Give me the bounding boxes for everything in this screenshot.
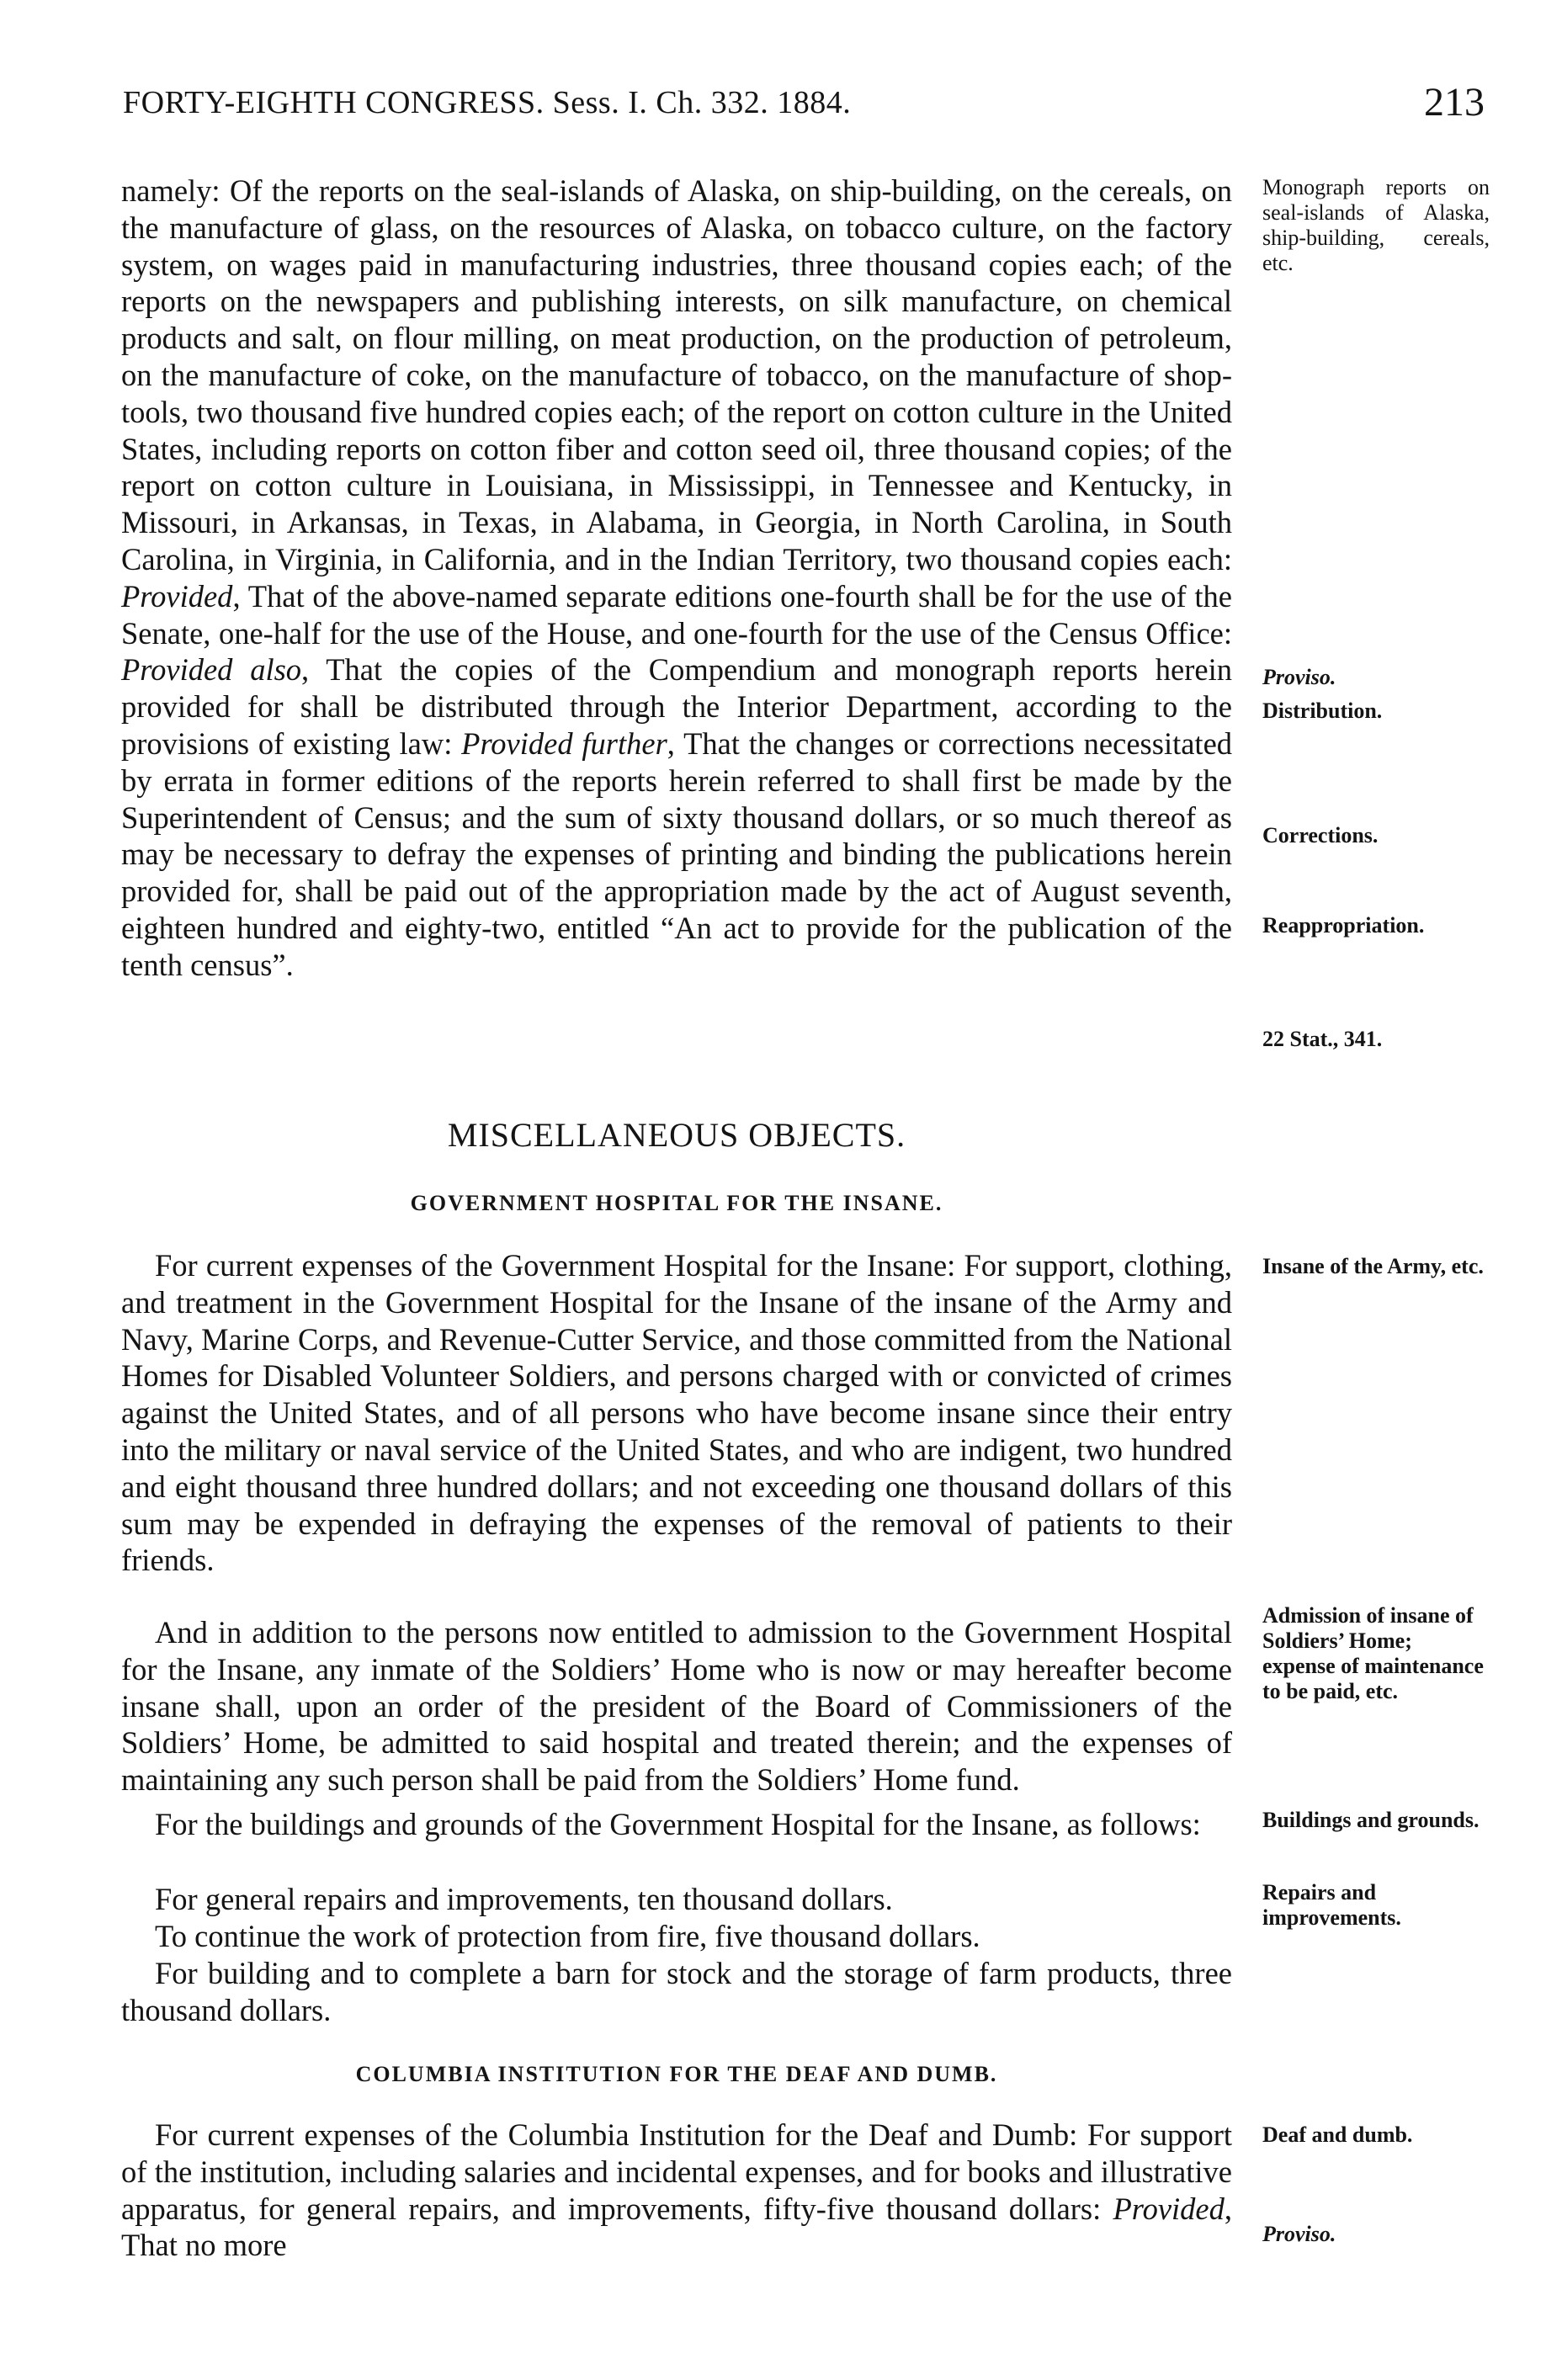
margin-note-corrections: Corrections. (1262, 823, 1379, 847)
margin-note-buildings: Buildings and grounds. (1262, 1808, 1480, 1832)
running-header: FORTY-EIGHTH CONGRESS. Sess. I. Ch. 332. 1884. (123, 85, 852, 120)
proviso-word: Provided (121, 578, 233, 614)
margin-note-monograph: Monograph reports on seal-islands of Alaska, ship-building, cereals, etc. (1262, 175, 1490, 275)
margin-note-proviso: Proviso. (1262, 665, 1336, 689)
margin-note-stat: 22 Stat., 341. (1262, 1027, 1383, 1051)
paragraph-soldiers-home: And in addition to the persons now entitled to admission to the Government Hospital for the Insane, any inmate of the Soldiers’ Home who is now or may hereafter become insane shall, upon an order of the president of the Board of Commissioners of the Soldiers’ Home, be admitted to said hospital and treated therein; and the expenses of maintaining any such person shall be paid from the Soldiers’ Home fund. (121, 1615, 1232, 1798)
margin-note-admission: Admission of insane of Soldiers’ Home; expense of maintenance to be paid, etc. (1262, 1603, 1484, 1703)
distribution-text: , That of the above-named separate editions one-fourth shall be for the use of the Senate, one-half for the use of the House, and one-fourth for the use of the Census Office: (121, 578, 1232, 651)
margin-note-deaf: Deaf and dumb. (1262, 2122, 1413, 2147)
paragraph-buildings: For the buildings and grounds of the Government Hospital for the Insane, as follows: (155, 1807, 1201, 1841)
provided-further: Provided further (461, 725, 667, 761)
paragraph-hospital-expenses: For current expenses of the Government Hospital for the Insane: For support, clothing, and treatment in the Government Hospital for the Insane of the insane of the Army and Navy, Marine Corps, and Revenue-Cutter Service, and those committed from the National Homes for Disabled Volunteer Soldiers, and persons charged with or convicted of crimes against the United States, and of all persons who have become insane since their entry into the military or naval service of the United States, and who are indigent, two hundred and eight thousand three hundred dollars; and not exceeding one thousand dollars of this sum may be expended in defraying the expenses of the removal of patients to their friends. (121, 1248, 1232, 1578)
provided-word: Provided (1113, 2191, 1225, 2226)
page-number: 213 (1424, 80, 1485, 125)
heading-hospital: GOVERNMENT HOSPITAL FOR THE INSANE. (410, 1191, 943, 1215)
paragraph-barn: For building and to complete a barn for stock and the storage of farm products, three thousand dollars. (121, 1956, 1232, 2027)
provided-also: Provided also (121, 652, 302, 688)
interior-text: , That the copies of the Compendium and monograph reports herein provided for shall be distributed through the Interior Department, according to the provisions of existing law: (121, 652, 1232, 761)
margin-note-reappropriation: Reappropriation. (1262, 913, 1425, 938)
heading-miscellaneous: MISCELLANEOUS OBJECTS. (447, 1116, 906, 1154)
margin-note-repairs: Repairs and improvements. (1262, 1880, 1401, 1930)
columbia-proviso-text: , That no more (121, 2191, 1232, 2263)
heading-columbia: COLUMBIA INSTITUTION FOR THE DEAF AND DUMB. (355, 2062, 998, 2086)
census-reports-text: namely: Of the reports on the seal-islands of Alaska, on ship-building, on the cereals, on the manufacture of glass, on the resources of Alaska, on tobacco culture, on the factory system, on wages paid in manufacturing industries, three thousand copies each; of the reports on the newspapers and publishing interests, on silk manufacture, on chemical products and salt, on flour milling, on meat production, on the production of petroleum, on the manufacture of coke, on the manufacture of tobacco, on the manufacture of shop-tools, two thousand five hundred copies each; of the report on cotton culture in the United States, including reports on cotton fiber and cotton seed oil, three thousand copies; of the report on cotton culture in Louisiana, in Mississippi, in Tennessee and Kentucky, in Missouri, in Arkansas, in Texas, in Alabama, in Georgia, in North Carolina, in South Carolina, in Virginia, in California, and in the Indian Territory, two thousand copies each: (121, 173, 1232, 576)
paragraph-census-reports (121, 173, 1232, 984)
paragraph-columbia (121, 2117, 1232, 2264)
margin-note-distribution: Distribution. (1262, 699, 1383, 723)
margin-note-insane-army: Insane of the Army, etc. (1262, 1254, 1484, 1278)
margin-note-proviso-2: Proviso. (1262, 2222, 1336, 2246)
paragraph-repairs: For general repairs and improvements, ten thousand dollars. (155, 1882, 893, 1916)
columbia-text: For current expenses of the Columbia Institution for the Deaf and Dumb: For support of the institution, including salaries and incidental expenses, and for books and illustrative apparatus, for general repairs, and improvements, fifty-five thousand dollars: (121, 2117, 1232, 2226)
paragraph-fire-protection: To continue the work of protection from fire, five thousand dollars. (155, 1919, 980, 1953)
corrections-text: , That the changes or corrections necessitated by errata in former editions of the reports herein referred to shall first be made by the Superintendent of Census; and the sum of sixty thousand dollars, or so much thereof as may be necessary to defray the expenses of printing and binding the publications herein provided for, shall be paid out of the appropriation made by the act of August seventh, eighteen hundred and eighty-two, entitled “An act to provide for the publication of the tenth census”. (121, 725, 1233, 982)
